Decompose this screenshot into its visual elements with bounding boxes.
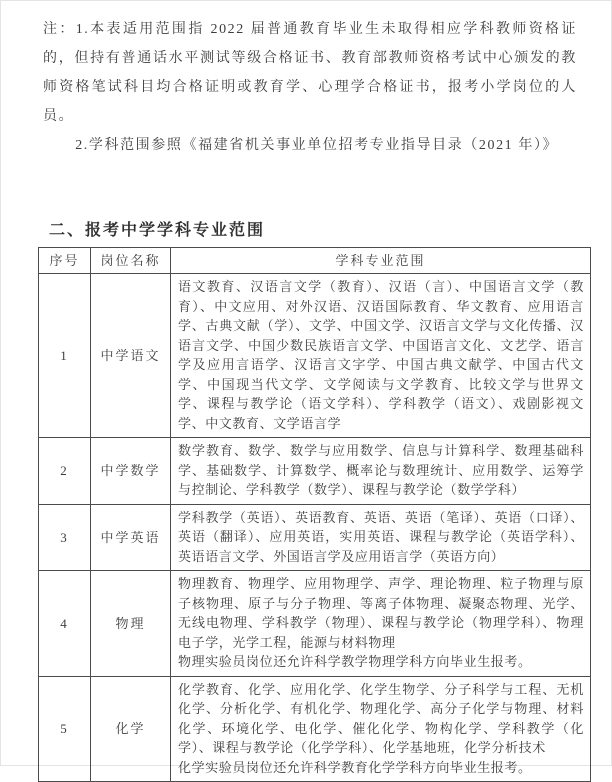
- table-row: [39, 438, 591, 505]
- subject-scope-cell: [171, 571, 591, 677]
- header-serial-number: 序号: [39, 248, 91, 274]
- section-title: 二、报考中学学科专业范围: [49, 222, 266, 239]
- scope-text: 物理教育、物理学、应用物理学、声学、理论物理、粒子物理与原子核物理、原子与分子物理、等离子体物理、凝聚态物理、光学、无线电物理、学科教学（物理）、课程与教学论（物理学科）、物理电子学，光学工程，能源与材料物理: [178, 576, 584, 650]
- note-paragraph-2: 2.学科范围参照《福建省机关事业单位招考专业指导目录（2021 年）》: [75, 138, 559, 153]
- header-subject-scope: 学科专业范围: [171, 248, 591, 274]
- position-name-cell: 化学: [91, 676, 171, 782]
- table-row: [39, 504, 591, 571]
- notes-block: [43, 15, 577, 160]
- row-number-cell: 3: [39, 504, 91, 571]
- position-name-cell: 物理: [91, 571, 171, 677]
- position-name-cell: 中学英语: [91, 504, 171, 571]
- row-number-cell: 2: [39, 438, 91, 505]
- scope-text: 数学教育、数学、数学与应用数学、信息与计算科学、数理基础科学、基础数学、计算数学、概率论与数理统计、应用数学、运筹学与控制论、学科教学（数学）、课程与教学论（数学学科）: [178, 443, 584, 497]
- scope-text: 学科教学（英语）、英语教育、英语、英语（笔译）、英语（口译）、英语（翻译）、应用英语，实用英语、课程与教学论（英语学科）、英语语言文学、外国语言学及应用语言学（英语方向）: [178, 509, 584, 564]
- subject-scope-cell: [171, 438, 591, 505]
- row-number-cell: 4: [39, 571, 91, 677]
- scope-note: 化学实验员岗位还允许科学教育化学学科方向毕业生报考。: [178, 759, 532, 775]
- row-number-cell: 1: [39, 274, 91, 438]
- position-name-cell: 中学数学: [91, 438, 171, 505]
- row-number-cell: 5: [39, 676, 91, 782]
- scope-text: 语文教育、汉语言文学（教育）、汉语（言）、中国语言文学（教育）、中文应用、对外汉语、汉语国际教育、华文教育、应用语言学、古典文献（学）、文学、中国文学、汉语言文学与文化传播、汉语言文学、中国少数民族语言文学、中国语言文化、文艺学、语言学及应用言语学、汉语言文字学、中国古典文献学、中国古代文学、中国现当代文学、文学阅读与文学教育、比较文学与世界文学、课程与教学论（语文学科）、学科教学（语文）、戏剧影视文学、中文教育、文学语言学: [178, 279, 584, 431]
- table-row: [39, 571, 591, 677]
- subject-scope-table: [38, 247, 591, 782]
- scope-note: 物理实验员岗位还允许科学教学物理学科方向毕业生报考。: [178, 654, 532, 669]
- note-paragraph-1: 注：1.本表适用范围指 2022 届普通教育毕业生未取得相应学科教师资格证的，但持有普通话水平测试等级合格证书、教育部教师资格考试中心颁发的教师资格笔试科目均合格证明或教育学、心理学合格证书，报考小学岗位的人员。: [43, 22, 577, 124]
- subject-scope-cell: [171, 504, 591, 571]
- scope-text: 化学教育、化学、应用化学、化学生物学、分子科学与工程、无机化学、分析化学、有机化学、物理化学、高分子化学与物理、材料化学、环境化学、电化学、催化化学、物构化学、学科教学（化学）、课程与教学论（化学学科）、化学基地班，化学分析技术: [178, 681, 584, 755]
- subject-scope-cell: [171, 676, 591, 782]
- table-header-row: [39, 248, 591, 274]
- subject-scope-cell: [171, 274, 591, 438]
- table-row: [39, 274, 591, 438]
- header-position-name: 岗位名称: [91, 248, 171, 274]
- position-name-cell: 中学语文: [91, 274, 171, 438]
- table-row: [39, 676, 591, 782]
